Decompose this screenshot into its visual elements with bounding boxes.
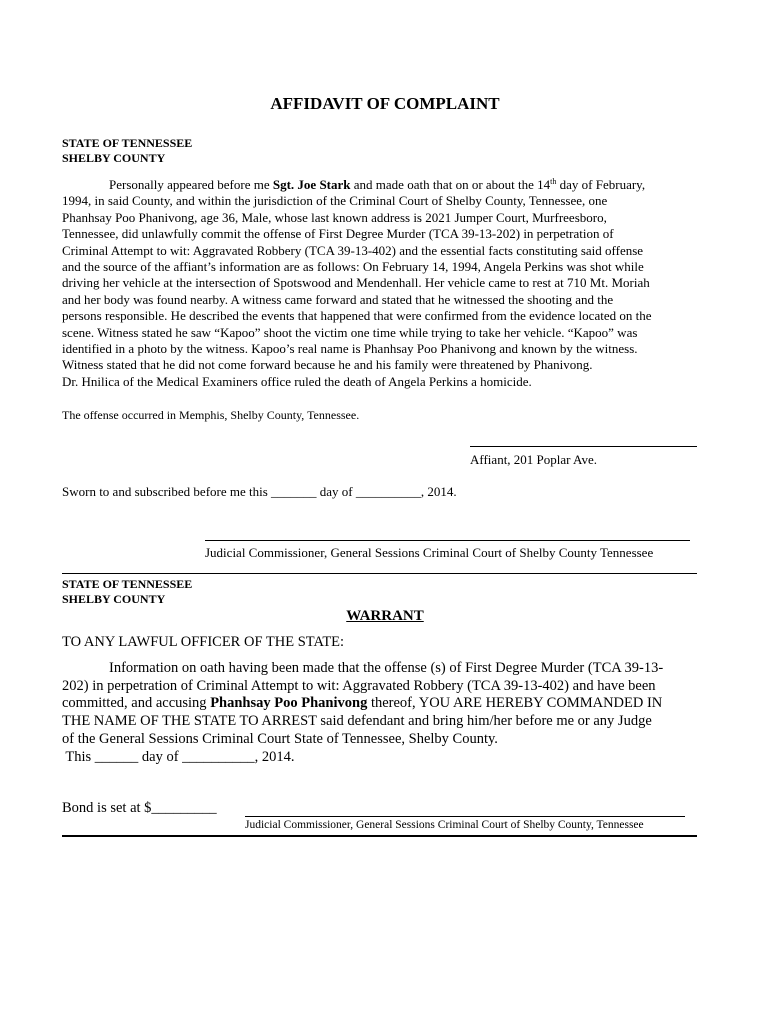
- warrant-line: THE NAME OF THE STATE TO ARREST said defendant and bring him/her before me or any Judge: [62, 713, 652, 730]
- warrant-line-text: thereof, YOU ARE HEREBY COMMANDED IN: [370, 695, 663, 712]
- warrant-commissioner-caption: Judicial Commissioner, General Sessions Criminal Court of Shelby County, Tennessee: [245, 819, 644, 831]
- statement-line: Criminal Attempt to wit: Aggravated Robbery (TCA 39-13-402) and the essential facts constituting said offense: [62, 242, 644, 258]
- offense-location: The offense occurred in Memphis, Shelby County, Tennessee.: [62, 408, 360, 422]
- statement-line: and the source of the affiant’s information are as follows: On February 14, 1994, Angela Perkins was shot while: [62, 259, 644, 275]
- warrant-date-line: This ______ day of __________, 2014.: [62, 748, 295, 765]
- document-title: AFFIDAVIT OF COMPLAINT: [270, 94, 500, 113]
- statement-line: and her body was found nearby. A witness came forward and stated that he witnessed the shooting and the: [62, 291, 614, 307]
- warrant-line-text: Information on oath having been made that the offense (s) of First Degree Murder (TCA 39-13-: [109, 660, 664, 676]
- warrant-title: [0, 608, 770, 625]
- warrant-line: [62, 695, 702, 713]
- statement-first-line: [62, 177, 698, 193]
- officer-name: Sgt. Joe Stark: [272, 177, 351, 192]
- warrant-county: SHELBY COUNTY: [62, 592, 166, 606]
- warrant-line: 202) in perpetration of Criminal Attempt to wit: Aggravated Robbery (TCA 39-13-402) and have been: [62, 677, 656, 694]
- warrant-line: [62, 660, 702, 678]
- section-divider: [62, 573, 697, 574]
- statement-line: Tennessee, did unlawfully commit the offense of First Degree Murder (TCA 39-13-202) in perpetration of: [62, 226, 614, 242]
- statement-line: Dr. Hnilica of the Medical Examiners office ruled the death of Angela Perkins a homicide.: [62, 373, 532, 389]
- statement-part: day of February,: [559, 177, 646, 192]
- affidavit-jurisdiction-header: [62, 136, 192, 166]
- affidavit-county: SHELBY COUNTY: [62, 151, 166, 165]
- statement-line: persons responsible. He described the events that happened that were confirmed from the evidence located on the: [62, 308, 652, 324]
- warrant-salutation: TO ANY LAWFUL OFFICER OF THE STATE:: [62, 634, 345, 650]
- affiant-caption: Affiant, 201 Poplar Ave.: [470, 452, 597, 467]
- warrant-commissioner-signature-line[interactable]: [245, 816, 685, 817]
- statement-line: driving her vehicle at the intersection of Spotswood and Mendenhall. Her vehicle came to rest at 710 Mt. Moriah: [62, 275, 650, 291]
- statement-line: Witness stated that he did not come forward because he and his family were threatened by Phanivong.: [62, 357, 593, 373]
- warrant-line: of the General Sessions Criminal Court State of Tennessee, Shelby County.: [62, 730, 498, 747]
- sworn-statement: Sworn to and subscribed before me this _______ day of __________, 2014.: [62, 484, 457, 499]
- statement-line: scene. Witness stated he saw “Kapoo” shoot the victim one time while trying to take her vehicle. “Kapoo” was: [62, 324, 638, 340]
- warrant-title-text: WARRANT: [346, 608, 424, 624]
- warrant-body: [62, 660, 702, 766]
- bond-amount: Bond is set at $_________: [62, 800, 217, 816]
- warrant-jurisdiction-header: [62, 577, 192, 607]
- statement-line: 1994, in said County, and within the jurisdiction of the Criminal Court of Shelby County, Tennessee, one: [62, 193, 608, 209]
- affiant-signature-line[interactable]: [470, 446, 697, 447]
- warrant-state: STATE OF TENNESSEE: [62, 577, 193, 591]
- affidavit-commissioner-caption: Judicial Commissioner, General Sessions Criminal Court of Shelby County Tennessee: [205, 545, 654, 560]
- statement-line: Phanhsay Poo Phanivong, age 36, Male, whose last known address is 2021 Jumper Court, Murfreesboro,: [62, 209, 607, 225]
- affidavit-statement: [62, 177, 698, 390]
- warrant-line-text: committed, and accusing: [62, 695, 207, 712]
- statement-line: identified in a photo by the witness. Kapoo’s real name is Phanhsay Poo Phanivong and known by the witness.: [62, 341, 638, 357]
- statement-part: and made oath that on or about the 14: [353, 177, 551, 192]
- bottom-rule: [62, 835, 697, 837]
- affidavit-state: STATE OF TENNESSEE: [62, 136, 193, 150]
- ordinal-suffix: th: [550, 177, 557, 186]
- accused-name: Phanhsay Poo Phanivong: [210, 695, 368, 712]
- commissioner-signature-line[interactable]: [205, 540, 690, 541]
- statement-intro: Personally appeared before me: [109, 177, 270, 192]
